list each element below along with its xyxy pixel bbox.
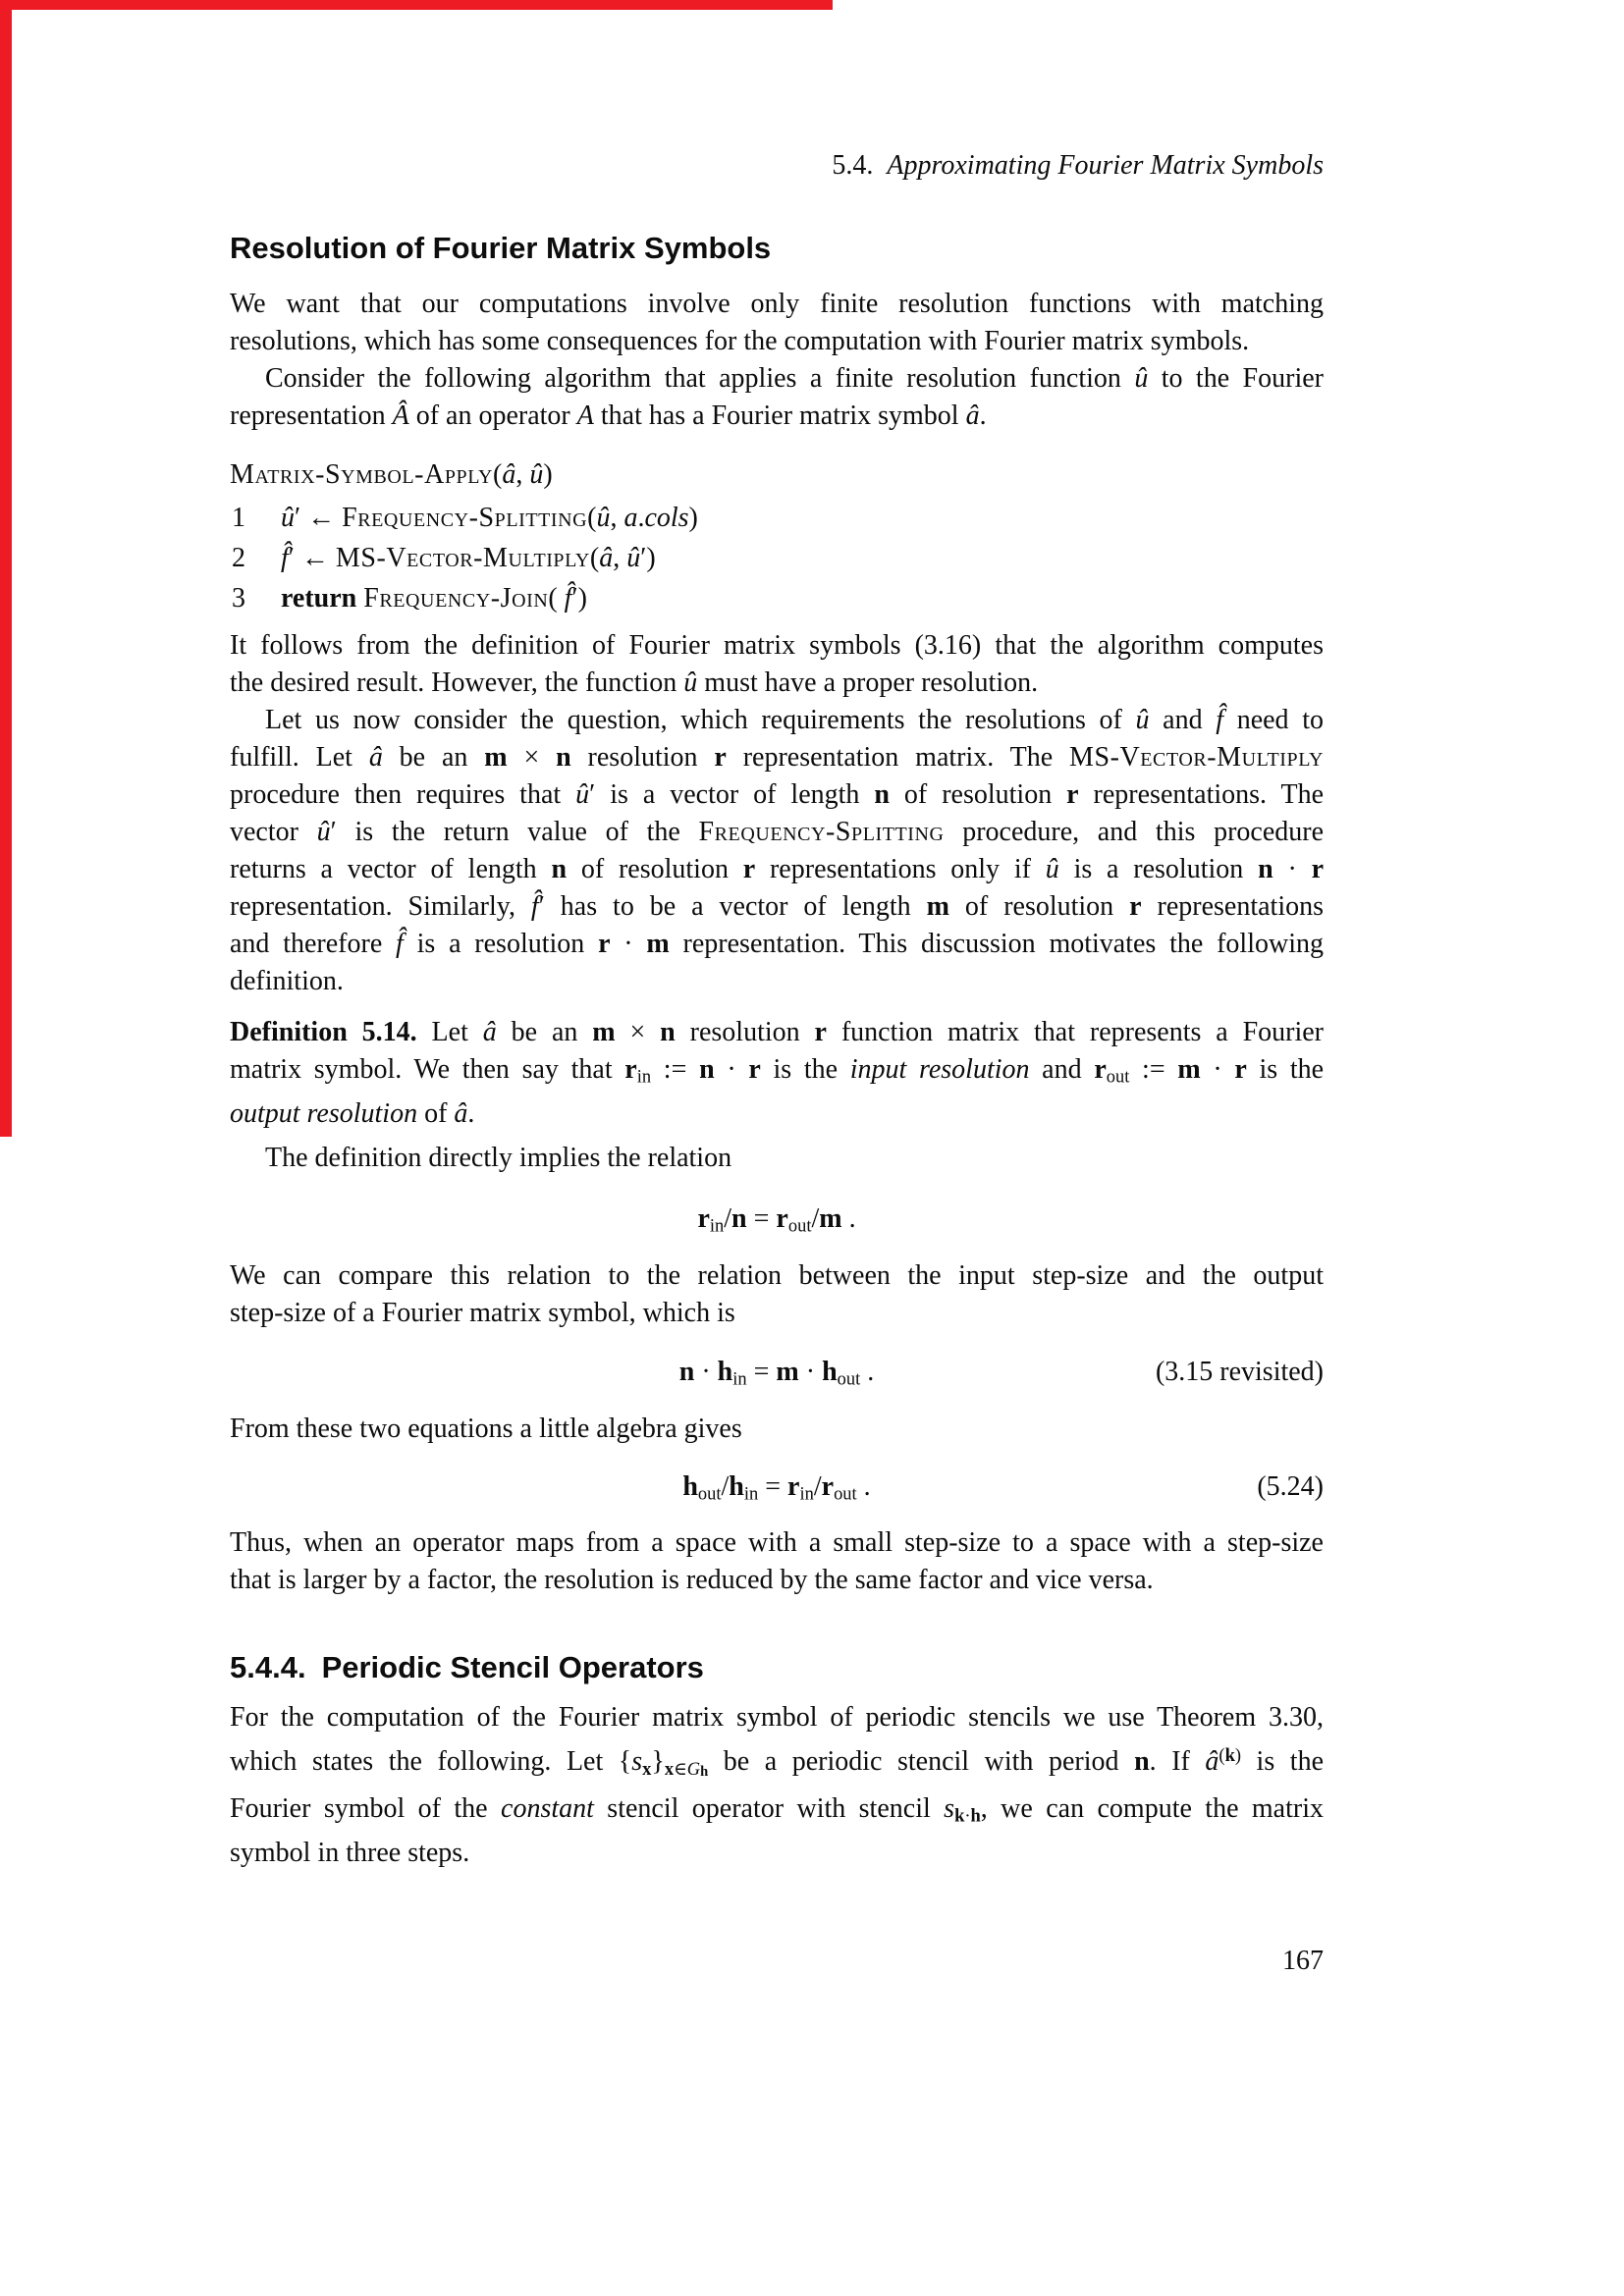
definition-5-14 [230, 1014, 1324, 1133]
text-line: The definition directly implies the relation [265, 1143, 732, 1173]
text-line: Consider the following algorithm that applies a finite resolution function û to the Fourier [265, 363, 1324, 394]
paragraph-thus-operator-maps [230, 1524, 1324, 1599]
paragraph-periodic-stencils [230, 1699, 1324, 1872]
text-line: Let us now consider the question, which requirements the resolutions of û and f̂ need to [265, 705, 1324, 735]
equation-5-24 [230, 1468, 1324, 1513]
page-number: 167 [1282, 1946, 1324, 1976]
text-line: definition. [230, 966, 344, 996]
text-line: matrix symbol. We then say that $r_{in}$ := n · r is the input resolution and $r_{out}$ := m · r is the [230, 1054, 1325, 1087]
text-line: $h_{out}/h_{in} = r_{in}/r_{out}$ . (5.24) [230, 1468, 1324, 1513]
text-line: 5.4. Approximating Fourier Matrix Symbols [832, 150, 1324, 181]
text-line: representation. Similarly, f̂′ has to be a vector of length m of resolution r representations [230, 891, 1325, 922]
text-line: Thus, when an operator maps from a space with a small step-size to a space with a step-size [230, 1527, 1324, 1558]
text-line: which states the following. Let $\{s_x\}_{x\in Gh}$ be a periodic stencil with period n. If $â^{(k)}$ is the [230, 1745, 1324, 1781]
text-line: 2 f̂′ ← MS-Vector-Multiply(â, û′) [230, 538, 1324, 578]
text-line: vector û′ is the return value of the Frequency-Splitting procedure, and this procedure [230, 817, 1325, 847]
paragraph-consider-algorithm [230, 360, 1324, 435]
text-line: Fourier symbol of the constant stencil operator with stencil $s_{k\cdot h}$, we can compute the matrix [230, 1793, 1324, 1826]
paragraph-definition-implies [230, 1140, 1324, 1177]
paragraph-we-can-compare [230, 1257, 1324, 1332]
text-line: $n \cdot h_{in} = m \cdot h_{out}$ . (3.15 revisited) [230, 1354, 1324, 1398]
equation-3-15-revisited [230, 1354, 1324, 1398]
heading-periodic-stencil-operators [230, 1649, 1324, 1686]
text-line: resolutions, which has some consequences for the computation with Fourier matrix symbols. [230, 326, 1250, 356]
paragraph-it-follows [230, 627, 1324, 702]
red-border-top [0, 0, 833, 10]
text-line: For the computation of the Fourier matrix symbol of periodic stencils we use Theorem 3.30, [230, 1702, 1324, 1733]
running-header [230, 147, 1324, 185]
text-line: output resolution of â. [230, 1097, 475, 1129]
text-line: It follows from the definition of Fourier matrix symbols (3.16) that the algorithm computes [230, 630, 1324, 661]
heading-resolution-of-fourier-matrix-symbols [230, 230, 1324, 267]
algorithm-line-number: 2 [232, 543, 245, 573]
text-line: 3 return Frequency-Join( f̂′) [230, 578, 1324, 618]
equation-number: (3.15 revisited) [1155, 1357, 1324, 1387]
text-line: symbol in three steps. [230, 1837, 470, 1868]
algorithm-line-number: 1 [232, 503, 245, 533]
text-line: 5.4.4. Periodic Stencil Operators [230, 1650, 704, 1684]
text-line: returns a vector of length n of resolution r representations only if û is a resolution n · r [230, 854, 1325, 884]
text-line: $r_{in}/n = r_{out}/m$ . [697, 1203, 856, 1236]
text-line: representation Â of an operator A that has a Fourier matrix symbol â. [230, 400, 987, 431]
text-line: procedure then requires that û′ is a vector of length n of resolution r representations. The [230, 779, 1325, 810]
text-line: step-size of a Fourier matrix symbol, which is [230, 1298, 735, 1328]
paragraph-we-want [230, 286, 1324, 360]
text-line: Matrix-Symbol-Apply(â, û) [230, 459, 553, 490]
text-line: fulfill. Let â be an m × n resolution r representation matrix. The MS-Vector-Multiply [230, 742, 1324, 773]
algorithm-line-number: 3 [232, 583, 245, 614]
text-line: and therefore f̂ is a resolution r · m representation. This discussion motivates the following [230, 929, 1324, 959]
red-border-left [0, 0, 12, 1137]
text-line: We can compare this relation to the relation between the input step-size and the output [230, 1260, 1324, 1291]
text-line: Definition 5.14. Let â be an m × n resolution r function matrix that represents a Fourier [230, 1017, 1325, 1047]
algorithm-matrix-symbol-apply [230, 453, 1324, 618]
text-line: Resolution of Fourier Matrix Symbols [230, 231, 772, 265]
text-line: We want that our computations involve only finite resolution functions with matching [230, 289, 1324, 319]
paragraph-let-us-now-consider [230, 702, 1324, 1000]
text-line: From these two equations a little algebra gives [230, 1414, 742, 1444]
text-line: the desired result. However, the function û must have a proper resolution. [230, 667, 1039, 698]
equation-resolution-relation [230, 1201, 1324, 1245]
paragraph-from-these-equations [230, 1411, 1324, 1448]
equation-number: (5.24) [1257, 1471, 1324, 1502]
text-line: 1 û′ ← Frequency-Splitting(û, a.cols) [230, 498, 1324, 538]
text-line: that is larger by a factor, the resolution is reduced by the same factor and vice versa. [230, 1565, 1154, 1595]
